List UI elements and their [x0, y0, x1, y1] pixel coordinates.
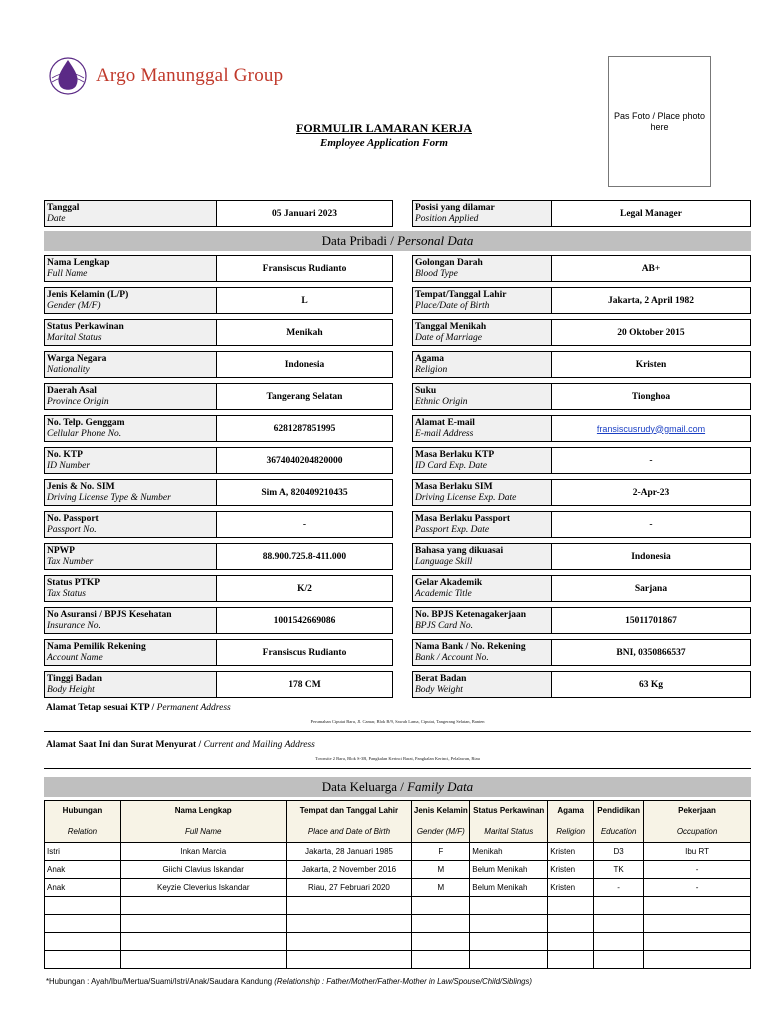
- field-date: [44, 200, 393, 227]
- field-value[interactable]: Sarjana: [552, 575, 751, 602]
- field-row: [44, 607, 393, 634]
- table-cell[interactable]: [470, 951, 548, 969]
- label-en: Permanent Address: [156, 703, 231, 713]
- field-row: [44, 639, 393, 666]
- field-row: [412, 287, 751, 314]
- label-en: Driving License Exp. Date: [415, 492, 517, 503]
- table-cell[interactable]: Giichi Clavius Iskandar: [120, 861, 286, 879]
- table-cell[interactable]: Belum Menikah: [470, 861, 548, 879]
- label-en: Position Applied: [415, 213, 479, 224]
- field-label: [44, 607, 217, 634]
- table-cell[interactable]: M: [412, 861, 470, 879]
- field-label: [412, 351, 552, 378]
- label-en: Date of Marriage: [415, 332, 483, 343]
- table-cell[interactable]: [120, 897, 286, 915]
- table-cell[interactable]: [644, 951, 751, 969]
- label-id: Daerah Asal: [47, 385, 97, 396]
- header-en: Occupation: [676, 827, 718, 836]
- label-id: Masa Berlaku Passport: [415, 513, 510, 524]
- photo-placeholder-text: Pas Foto / Place photo here: [613, 110, 706, 132]
- field-row: [44, 447, 393, 474]
- form-title: FORMULIR LAMARAN KERJA: [296, 121, 472, 135]
- label-en: Driving License Type & Number: [47, 492, 171, 503]
- table-cell[interactable]: TK: [594, 861, 644, 879]
- field-label: [412, 607, 552, 634]
- field-value[interactable]: 178 CM: [217, 671, 393, 698]
- mailing-address-value[interactable]: Townsite 2 Baru, Blok S-3B, Pangkalan Kerinci Barat, Pangkalan Kerinci, Pelalawan, Riau: [315, 756, 480, 761]
- field-value[interactable]: BNI, 0350866537: [552, 639, 751, 666]
- label-id: Masa Berlaku KTP: [415, 449, 495, 460]
- field-value[interactable]: Tangerang Selatan: [217, 383, 393, 410]
- field-position: [412, 200, 751, 227]
- label-id: Nama Pemilik Rekening: [47, 641, 146, 652]
- field-label: [412, 543, 552, 570]
- field-label: [412, 319, 552, 346]
- field-label: [44, 543, 217, 570]
- label-id: Suku: [415, 385, 437, 396]
- field-label: [412, 287, 552, 314]
- table-cell[interactable]: [412, 897, 470, 915]
- field-row: [412, 671, 751, 698]
- field-row: [412, 607, 751, 634]
- table-cell[interactable]: Jakarta, 28 Januari 1985: [286, 843, 412, 861]
- field-value[interactable]: Sim A, 820409210435: [217, 479, 393, 506]
- table-body: [45, 843, 751, 969]
- section-title-id: Data Pribadi /: [321, 233, 398, 248]
- header-id: Nama Lengkap: [174, 806, 232, 815]
- section-personal-data: [44, 231, 751, 251]
- table-cell[interactable]: [548, 897, 594, 915]
- table-cell[interactable]: Ibu RT: [644, 843, 751, 861]
- table-cell[interactable]: Anak: [45, 879, 121, 897]
- table-cell[interactable]: Inkan Marcia: [120, 843, 286, 861]
- field-label: [44, 575, 217, 602]
- table-cell[interactable]: Istri: [45, 843, 121, 861]
- column-header: [548, 801, 594, 843]
- label-id: Alamat Tetap sesuai KTP /: [46, 703, 157, 713]
- field-value[interactable]: 15011701867: [552, 607, 751, 634]
- position-value[interactable]: Legal Manager: [552, 200, 751, 227]
- table-cell[interactable]: Kristen: [548, 843, 594, 861]
- label-id: Berat Badan: [415, 673, 467, 684]
- label-en: Language Skill: [415, 556, 473, 567]
- label-id: No. KTP: [47, 449, 83, 460]
- table-row: [45, 897, 751, 915]
- table-cell[interactable]: [286, 915, 412, 933]
- field-value[interactable]: Fransiscus Rudianto: [217, 255, 393, 282]
- label-en: Marital Status: [47, 332, 102, 343]
- table-row: [45, 933, 751, 951]
- table-cell[interactable]: [45, 951, 121, 969]
- table-cell[interactable]: [594, 951, 644, 969]
- label-id: No Asuransi / BPJS Kesehatan: [47, 609, 172, 620]
- label-en: Body Weight: [415, 684, 463, 695]
- table-cell[interactable]: [286, 951, 412, 969]
- label-id: Nama Lengkap: [47, 257, 110, 268]
- table-cell[interactable]: [412, 933, 470, 951]
- field-label: [412, 479, 552, 506]
- field-value[interactable]: Kristen: [552, 351, 751, 378]
- table-cell[interactable]: [548, 951, 594, 969]
- label-id: Gelar Akademik: [415, 577, 483, 588]
- field-value[interactable]: Indonesia: [217, 351, 393, 378]
- table-cell[interactable]: [470, 933, 548, 951]
- column-header: [120, 801, 286, 843]
- table-cell[interactable]: [470, 915, 548, 933]
- label-id: No. Passport: [47, 513, 99, 524]
- label-id: Tinggi Badan: [47, 673, 103, 684]
- field-row: [412, 255, 751, 282]
- label-en: ID Card Exp. Date: [415, 460, 487, 471]
- label-en: Blood Type: [415, 268, 458, 279]
- header-id: Status Perkawinan: [473, 806, 545, 815]
- label-en: BPJS Card No.: [415, 620, 473, 631]
- field-row: [412, 543, 751, 570]
- table-cell[interactable]: [594, 897, 644, 915]
- field-value[interactable]: 6281287851995: [217, 415, 393, 442]
- label-id: Warga Negara: [47, 353, 107, 364]
- family-table: [44, 800, 751, 969]
- table-cell[interactable]: Jakarta, 2 November 2016: [286, 861, 412, 879]
- table-row: [45, 951, 751, 969]
- field-label: [44, 671, 217, 698]
- field-label: [412, 383, 552, 410]
- table-cell[interactable]: Riau, 27 Februari 2020: [286, 879, 412, 897]
- field-value[interactable]: Menikah: [217, 319, 393, 346]
- label-en: Account Name: [47, 652, 103, 663]
- label-en: Current and Mailing Address: [203, 740, 315, 750]
- field-label: [412, 415, 552, 442]
- field-row: [44, 351, 393, 378]
- field-label: [44, 479, 217, 506]
- field-value[interactable]: 3674040204820000: [217, 447, 393, 474]
- header-en: Education: [600, 827, 637, 836]
- label-en: Insurance No.: [47, 620, 101, 631]
- form-subtitle: Employee Application Form: [320, 137, 448, 149]
- field-value[interactable]: 20 Oktober 2015: [552, 319, 751, 346]
- field-value[interactable]: 88.900.725.8-411.000: [217, 543, 393, 570]
- field-label: [412, 671, 552, 698]
- column-header: [470, 801, 548, 843]
- header-en: Religion: [556, 827, 586, 836]
- field-row: [412, 479, 751, 506]
- table-cell[interactable]: [45, 897, 121, 915]
- footnote-id: *Hubungan : Ayah/Ibu/Mertua/Suami/Istri/Anak/Saudara Kandung: [46, 977, 275, 986]
- table-cell[interactable]: [644, 933, 751, 951]
- table-cell[interactable]: [45, 933, 121, 951]
- label-en: Religion: [415, 364, 448, 375]
- label-id: Status Perkawinan: [47, 321, 124, 332]
- label-id: Masa Berlaku SIM: [415, 481, 493, 492]
- label-id: Alamat E-mail: [415, 417, 475, 428]
- mailing-address-label: [46, 740, 315, 750]
- field-row: [412, 511, 751, 538]
- section-title-id: Data Keluarga /: [321, 779, 408, 794]
- label-en: Place/Date of Birth: [415, 300, 490, 311]
- table-cell[interactable]: Menikah: [470, 843, 548, 861]
- field-row: [412, 383, 751, 410]
- label-en: Tax Status: [47, 588, 86, 599]
- table-cell[interactable]: -: [644, 879, 751, 897]
- label-id: Bahasa yang dikuasai: [415, 545, 504, 556]
- divider: [44, 731, 751, 732]
- field-row: [412, 415, 751, 442]
- field-row: [412, 319, 751, 346]
- email-link[interactable]: fransiscusrudy@gmail.com: [552, 415, 751, 442]
- field-row: [44, 543, 393, 570]
- label-id: Tempat/Tanggal Lahir: [415, 289, 507, 300]
- field-value[interactable]: 2-Apr-23: [552, 479, 751, 506]
- field-label: [44, 383, 217, 410]
- header-en: Place and Date of Birth: [307, 827, 391, 836]
- label-id: NPWP: [47, 545, 75, 556]
- field-value[interactable]: Jakarta, 2 April 1982: [552, 287, 751, 314]
- table-cell[interactable]: [45, 915, 121, 933]
- field-value[interactable]: 63 Kg: [552, 671, 751, 698]
- table-cell[interactable]: Belum Menikah: [470, 879, 548, 897]
- company-logo-icon: [48, 56, 88, 96]
- field-row: [44, 383, 393, 410]
- table-cell[interactable]: Kristen: [548, 861, 594, 879]
- table-cell[interactable]: Anak: [45, 861, 121, 879]
- table-cell[interactable]: D3: [594, 843, 644, 861]
- table-cell[interactable]: [548, 915, 594, 933]
- label-en: Ethnic Origin: [415, 396, 468, 407]
- field-value[interactable]: AB+: [552, 255, 751, 282]
- label-en: Date: [47, 213, 66, 224]
- field-row: [412, 639, 751, 666]
- field-row: [44, 319, 393, 346]
- header-id: Pendidikan: [597, 806, 640, 815]
- label-en: Academic Title: [415, 588, 472, 599]
- label-id: Posisi yang dilamar: [415, 202, 495, 213]
- table-row: [45, 915, 751, 933]
- label-id: No. Telp. Genggam: [47, 417, 125, 428]
- field-value[interactable]: L: [217, 287, 393, 314]
- table-cell[interactable]: Kristen: [548, 879, 594, 897]
- table-cell[interactable]: [412, 951, 470, 969]
- label-id: Golongan Darah: [415, 257, 483, 268]
- label-id: Jenis & No. SIM: [47, 481, 115, 492]
- header-id: Hubungan: [62, 806, 103, 815]
- table-row: [45, 843, 751, 861]
- section-title-en: Family Data: [407, 779, 474, 794]
- field-row: [412, 447, 751, 474]
- table-cell[interactable]: M: [412, 879, 470, 897]
- company-logo: [48, 56, 283, 96]
- label-en: Tax Number: [47, 556, 94, 567]
- field-label: [412, 575, 552, 602]
- label-id: Tanggal: [47, 202, 80, 213]
- field-value[interactable]: K/2: [217, 575, 393, 602]
- table-row: [45, 879, 751, 897]
- header-id: Jenis Kelamin: [413, 806, 468, 815]
- header-en: Relation: [67, 827, 98, 836]
- field-label: [44, 447, 217, 474]
- label-id: Nama Bank / No. Rekening: [415, 641, 526, 652]
- label-id: Agama: [415, 353, 445, 364]
- field-label: [44, 639, 217, 666]
- section-title-en: Personal Data: [397, 233, 474, 248]
- field-label: [412, 511, 552, 538]
- field-row: [44, 415, 393, 442]
- field-row: [44, 671, 393, 698]
- label-en: Province Origin: [47, 396, 109, 407]
- label-en: ID Number: [47, 460, 91, 471]
- field-label: [44, 287, 217, 314]
- header-en: Gender (M/F): [416, 827, 465, 836]
- table-row: [45, 861, 751, 879]
- column-header: [45, 801, 121, 843]
- field-label: [412, 447, 552, 474]
- label-en: Nationality: [47, 364, 90, 375]
- label-en: Bank / Account No.: [415, 652, 489, 663]
- field-label: [44, 351, 217, 378]
- table-header-row: [45, 801, 751, 843]
- table-cell[interactable]: [470, 897, 548, 915]
- field-value[interactable]: -: [552, 511, 751, 538]
- footnote-en: (Relationship : Father/Mother/Father-Mother in Law/Spouse/Child/Siblings): [274, 977, 532, 986]
- field-row: [44, 511, 393, 538]
- header-id: Tempat dan Tanggal Lahir: [299, 806, 399, 815]
- field-row: [44, 287, 393, 314]
- table-cell[interactable]: -: [644, 861, 751, 879]
- label-en: Body Height: [47, 684, 95, 695]
- table-cell[interactable]: [286, 933, 412, 951]
- table-cell[interactable]: F: [412, 843, 470, 861]
- field-row: [44, 575, 393, 602]
- table-cell[interactable]: [594, 933, 644, 951]
- table-cell[interactable]: [120, 951, 286, 969]
- table-cell[interactable]: Keyzie Cleverius Iskandar: [120, 879, 286, 897]
- date-value[interactable]: 05 Januari 2023: [217, 200, 393, 227]
- header-id: Pekerjaan: [678, 806, 716, 815]
- field-label: [44, 415, 217, 442]
- table-cell[interactable]: [548, 933, 594, 951]
- field-value[interactable]: -: [217, 511, 393, 538]
- field-label: [412, 200, 552, 227]
- column-header: [286, 801, 412, 843]
- permanent-address-label: [46, 703, 231, 713]
- label-en: Full Name: [47, 268, 88, 279]
- field-row: [412, 575, 751, 602]
- company-name: Argo Manunggal Group: [96, 65, 284, 86]
- field-label: [412, 639, 552, 666]
- field-label: [44, 319, 217, 346]
- label-en: Gender (M/F): [47, 300, 101, 311]
- field-value[interactable]: Indonesia: [552, 543, 751, 570]
- column-header: [594, 801, 644, 843]
- header-id: Agama: [557, 806, 584, 815]
- field-row: [44, 479, 393, 506]
- field-value[interactable]: 1001542669086: [217, 607, 393, 634]
- label-en: Passport Exp. Date: [415, 524, 490, 535]
- column-header: [412, 801, 470, 843]
- table-cell[interactable]: [594, 915, 644, 933]
- section-family-data: [44, 777, 751, 797]
- table-cell[interactable]: [286, 897, 412, 915]
- label-id: Jenis Kelamin (L/P): [47, 289, 129, 300]
- divider: [44, 768, 751, 769]
- label-id: Status PTKP: [47, 577, 101, 588]
- label-id: Alamat Saat Ini dan Surat Menyurat /: [46, 740, 204, 750]
- table-cell[interactable]: -: [594, 879, 644, 897]
- label-en: Cellular Phone No.: [47, 428, 122, 439]
- field-label: [44, 255, 217, 282]
- field-row: [44, 255, 393, 282]
- table-cell[interactable]: [644, 915, 751, 933]
- column-header: [644, 801, 751, 843]
- header-en: Full Name: [185, 827, 222, 836]
- label-id: Tanggal Menikah: [415, 321, 487, 332]
- relationship-footnote: [46, 977, 532, 986]
- label-en: E-mail Address: [415, 428, 474, 439]
- field-label: [44, 200, 217, 227]
- field-value[interactable]: Tionghoa: [552, 383, 751, 410]
- field-value[interactable]: -: [552, 447, 751, 474]
- field-row: [412, 351, 751, 378]
- header-en: Marital Status: [484, 827, 534, 836]
- label-id: No. BPJS Ketenagakerjaan: [415, 609, 527, 620]
- table-cell[interactable]: [120, 915, 286, 933]
- table-cell[interactable]: [644, 897, 751, 915]
- table-cell[interactable]: [412, 915, 470, 933]
- field-value[interactable]: Fransiscus Rudianto: [217, 639, 393, 666]
- field-label: [412, 255, 552, 282]
- field-label: [44, 511, 217, 538]
- table-cell[interactable]: [120, 933, 286, 951]
- label-en: Passport No.: [47, 524, 97, 535]
- permanent-address-value[interactable]: Perumahan Ciputat Baru, Jl. Camar, Blok B/9, Sawah Lama, Ciputat, Tangerang Selatan, Banten: [310, 719, 485, 724]
